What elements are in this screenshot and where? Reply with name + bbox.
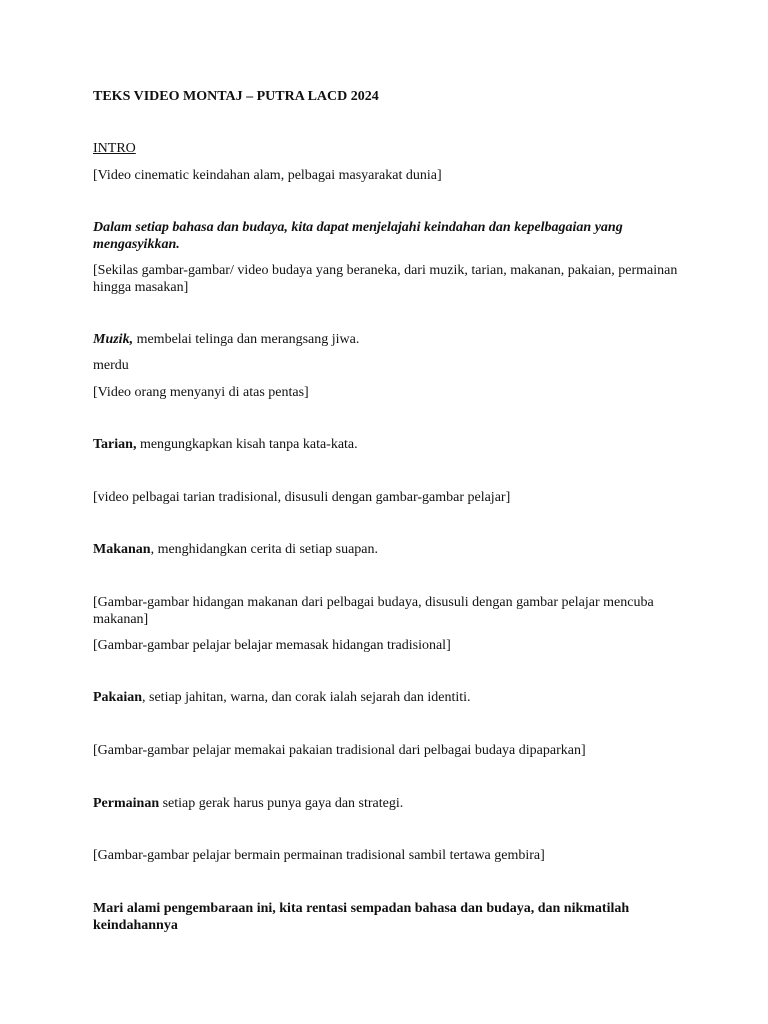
permainan-term: Permainan [93,796,160,811]
document-title: TEKS VIDEO MONTAJ – PUTRA LACD 2024 [93,89,379,104]
intro-heading: INTRO [93,141,136,156]
permainan-line [93,795,693,812]
muzik-extra: merdu [93,358,129,373]
muzik-text: membelai telinga dan merangsang jiwa. [133,332,360,347]
tarian-line [93,436,693,453]
tarian-note: [video pelbagai tarian tradisional, disusuli dengan gambar-gambar pelajar] [93,490,511,505]
intro-note: [Video cinematic keindahan alam, pelbagai masyarakat dunia] [93,168,442,183]
closing-line: Mari alami pengembaraan ini, kita rentasi sempadan bahasa dan budaya, dan nikmatilah keindahannya [93,901,630,933]
pakaian-text: , setiap jahitan, warna, dan corak ialah sejarah dan identiti. [142,690,471,705]
opening-note: [Sekilas gambar-gambar/ video budaya yang beraneka, dari muzik, tarian, makanan, pakaian, permainan hingga masakan] [93,263,678,295]
makanan-note-2: [Gambar-gambar pelajar belajar memasak hidangan tradisional] [93,638,451,653]
opening-line: Dalam setiap bahasa dan budaya, kita dapat menjelajahi keindahan dan kepelbagaian yang mengasyikkan. [93,220,623,252]
tarian-text: mengungkapkan kisah tanpa kata-kata. [136,437,358,452]
makanan-note-1: [Gambar-gambar hidangan makanan dari pelbagai budaya, disusuli dengan gambar pelajar mencuba makanan] [93,595,654,627]
pakaian-term: Pakaian [93,690,143,705]
muzik-note: [Video orang menyanyi di atas pentas] [93,385,309,400]
pakaian-note: [Gambar-gambar pelajar memakai pakaian tradisional dari pelbagai budaya dipaparkan] [93,743,586,758]
pakaian-line [93,689,693,706]
permainan-text: setiap gerak harus punya gaya dan strategi. [159,796,404,811]
permainan-note: [Gambar-gambar pelajar bermain permainan tradisional sambil tertawa gembira] [93,848,545,863]
muzik-term: Muzik, [93,332,134,347]
makanan-term: Makanan [93,542,151,557]
tarian-term: Tarian, [93,437,137,452]
muzik-line [93,331,693,348]
makanan-text: , menghidangkan cerita di setiap suapan. [150,542,379,557]
makanan-line [93,541,693,558]
